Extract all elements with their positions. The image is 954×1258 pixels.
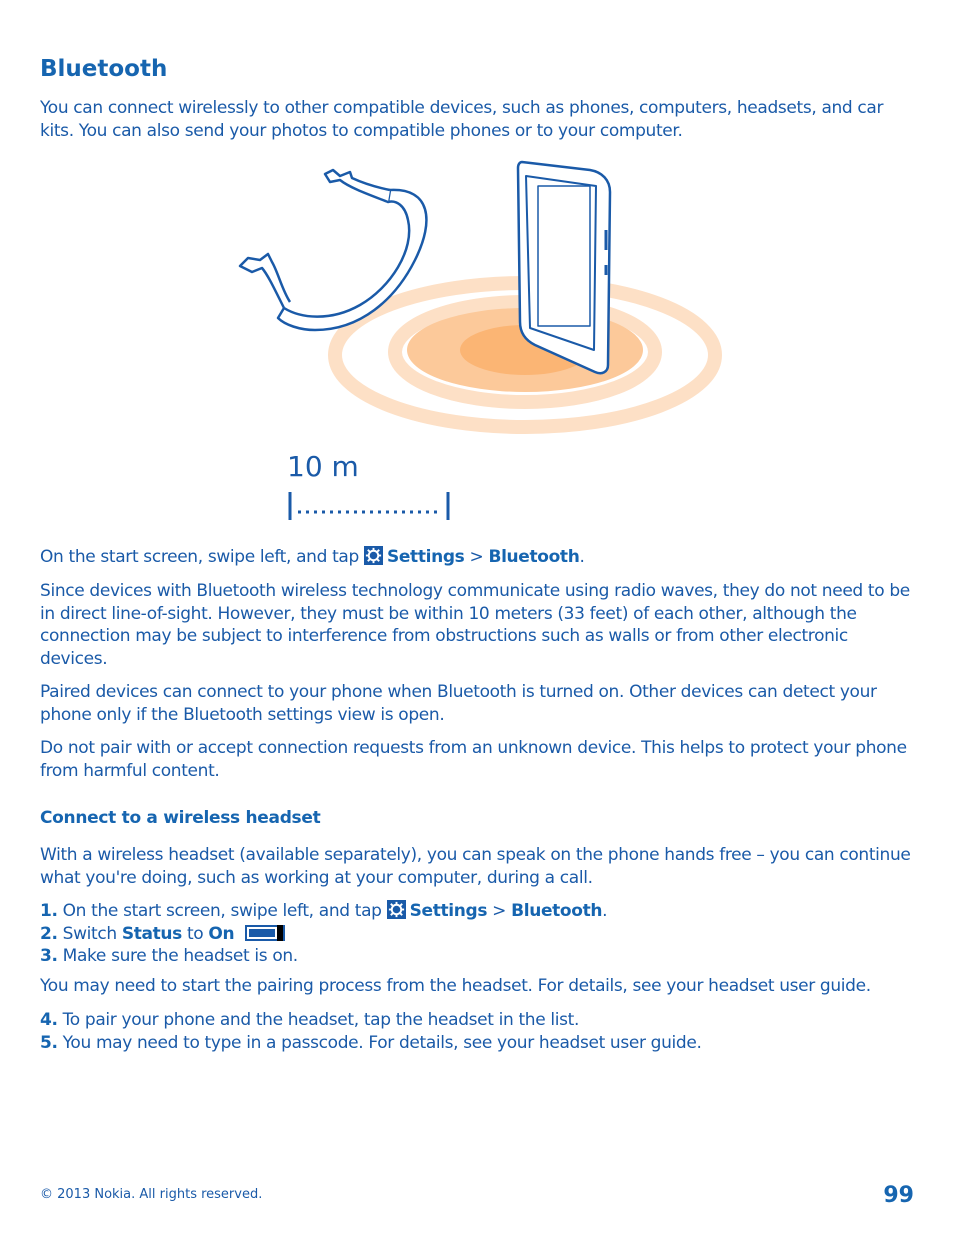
- page-title: Bluetooth: [40, 56, 168, 82]
- step-suffix: .: [602, 901, 608, 921]
- bluetooth-label: Bluetooth: [488, 547, 580, 567]
- step-separator: >: [492, 901, 507, 921]
- step-number: 3.: [40, 946, 58, 966]
- pairing-note: You may need to start the pairing process from the headset. For details, see your headset user guide.: [40, 976, 871, 996]
- distance-label: 10 m: [287, 450, 359, 483]
- step-3: [40, 945, 920, 968]
- step-1: [40, 900, 920, 923]
- section-title: Connect to a wireless headset: [40, 808, 321, 828]
- settings-label: Settings: [409, 901, 488, 921]
- toggle-switch-icon: [245, 925, 285, 941]
- step-text: to: [186, 923, 204, 944]
- nav-suffix: .: [579, 547, 585, 567]
- settings-gear-icon: [364, 546, 383, 565]
- bluetooth-label: Bluetooth: [511, 901, 603, 921]
- step-number: 1.: [40, 901, 58, 921]
- copyright-footer: © 2013 Nokia. All rights reserved.: [40, 1187, 263, 1202]
- step-text: You may need to type in a passcode. For details, see your headset user guide.: [62, 1032, 702, 1053]
- steps-list-a: [40, 900, 920, 968]
- step-number: 4.: [40, 1010, 58, 1030]
- step-2: [40, 923, 920, 946]
- status-label: Status: [121, 923, 182, 944]
- page-number: 99: [883, 1183, 914, 1208]
- distance-marker: [290, 492, 448, 520]
- phone-icon: [518, 162, 610, 373]
- settings-label: Settings: [386, 547, 465, 567]
- step-text: Switch: [62, 923, 117, 944]
- navigation-instruction: [40, 546, 920, 569]
- step-text: To pair your phone and the headset, tap the headset in the list.: [62, 1010, 580, 1030]
- paragraph-line-of-sight: Since devices with Bluetooth wireless technology communicate using radio waves, they do not need to be in direct line-of-sight. However, they must be within 10 meters (33 feet) of each other, although the connection may be subject to interference from obstructions such as walls or from other electronic devices.: [40, 581, 910, 669]
- step-text: On the start screen, swipe left, and tap: [62, 901, 382, 921]
- step-5: [40, 1032, 920, 1055]
- nav-separator: >: [469, 547, 484, 567]
- step-number: 5.: [40, 1032, 58, 1053]
- nav-prefix: On the start screen, swipe left, and tap: [40, 547, 359, 567]
- paragraph-security-warning: Do not pair with or accept connection requests from an unknown device. This helps to protect your phone from harmful content.: [40, 738, 907, 781]
- settings-gear-icon: [387, 900, 406, 919]
- step-text: Make sure the headset is on.: [62, 946, 298, 966]
- step-4: [40, 1009, 920, 1032]
- step-number: 2.: [40, 923, 58, 944]
- intro-paragraph: You can connect wirelessly to other compatible devices, such as phones, computers, headsets, and car kits. You can also send your photos to compatible phones or to your computer.: [40, 98, 884, 141]
- paragraph-paired-devices: Paired devices can connect to your phone when Bluetooth is turned on. Other devices can detect your phone only if the Bluetooth settings view is open.: [40, 682, 877, 725]
- section-intro: With a wireless headset (available separately), you can speak on the phone hands free – you can continue what you're doing, such as working at your computer, during a call.: [40, 845, 911, 888]
- on-label: On: [208, 923, 235, 944]
- steps-list-b: [40, 1009, 920, 1054]
